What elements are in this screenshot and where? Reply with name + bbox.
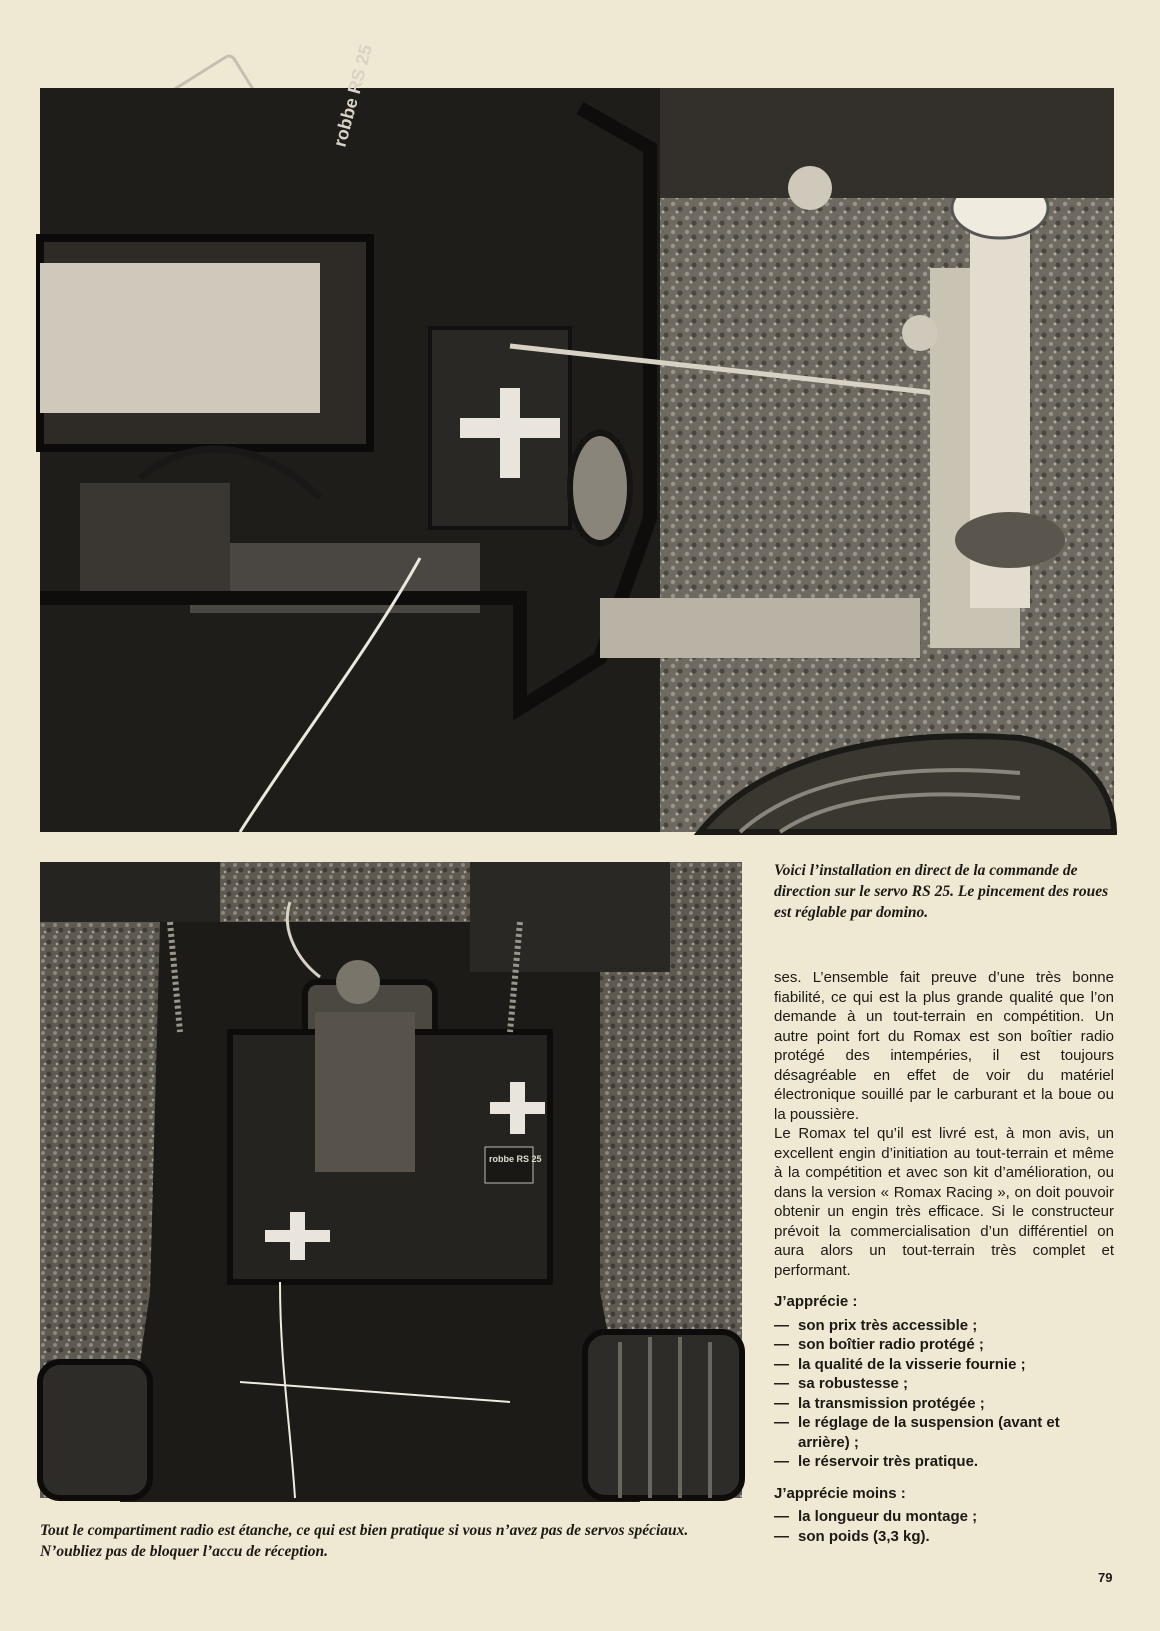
cons-heading: J’apprécie moins : xyxy=(774,1484,906,1502)
dash-mark: — xyxy=(774,1527,789,1545)
article-paragraph: Le Romax tel qu’il est livré est, à mon avis, un excellent engin d’initiation au tout-terrain et même à la compétition et avec son kit d’amélioration, ou dans la version « Romax Racing », on doit pouvoir obtenir un engin très efficace. Si le constructeur prévoit la commercialisation d’un différentiel on aura alors un tout-terrain très complet et performant. xyxy=(774,1125,1114,1279)
list-item: — la qualité de la visserie fournie ; xyxy=(774,1355,1026,1373)
photo-top-servo-label: robbe RS 25 xyxy=(329,42,377,150)
caption-radio-photo: Tout le compartiment radio est étanche, ce qui est bien pratique si vous n’avez pas de servos spéciaux. N’oubliez pas de bloquer l’accu de réception. xyxy=(40,1522,689,1560)
cons-list xyxy=(774,1507,1114,1546)
dash-mark: — xyxy=(774,1394,789,1412)
dash-mark: — xyxy=(774,1336,789,1353)
photo-radio-compartment xyxy=(40,862,742,1498)
list-item: — son boîtier radio protégé ; xyxy=(774,1336,984,1353)
list-item: — sa robustesse ; xyxy=(774,1375,909,1392)
dash-mark: — xyxy=(774,1414,789,1431)
dash-mark: — xyxy=(774,1355,789,1373)
caption-steering-photo: Voici l’installation en direct de la commande de direction sur le servo RS 25. Le pincement des roues est réglable par domino. xyxy=(774,862,1109,921)
article-column xyxy=(774,968,1114,1546)
list-item: — son prix très accessible ; xyxy=(774,1316,978,1334)
list-item: — la longueur du montage ; xyxy=(774,1508,978,1525)
photo-steering-servo xyxy=(40,42,1114,832)
pros-list xyxy=(774,1316,1114,1472)
dash-mark: — xyxy=(774,1453,789,1470)
article-paragraph: ses. L’ensemble fait preuve d’une très bonne fiabilité, ce qui est la plus grande qualité que l’on demande à un tout-terrain en compétition. Un autre point fort du Romax est son boîtier radio protégé des intempéries, il est toujours désagréable en effet de voir du matériel électronique souillé par le carburant et la boue ou la poussière. xyxy=(774,969,1114,1123)
list-item: — le réglage de la suspension (avant et arrière) ; xyxy=(774,1414,1060,1451)
dash-mark: — xyxy=(774,1508,789,1525)
pros-heading: J’apprécie : xyxy=(774,1293,858,1310)
list-item: — le réservoir très pratique. xyxy=(774,1453,979,1470)
list-item: — la transmission protégée ; xyxy=(774,1394,985,1412)
list-item: — son poids (3,3 kg). xyxy=(774,1527,930,1545)
page-number: 79 xyxy=(1098,1570,1113,1585)
dash-mark: — xyxy=(774,1375,789,1392)
photo-bottom-servo-label: robbe RS 25 xyxy=(489,1154,542,1164)
dash-mark: — xyxy=(774,1316,789,1334)
